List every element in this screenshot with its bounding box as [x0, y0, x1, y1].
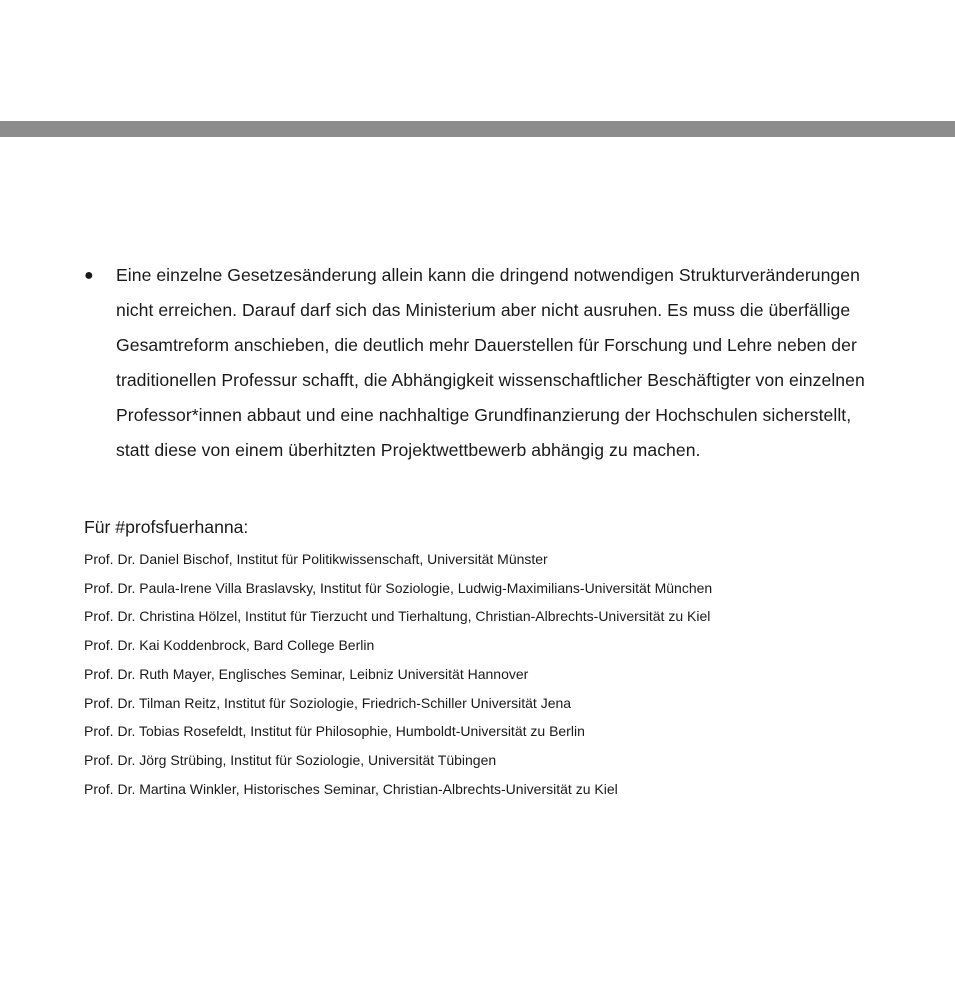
signer-item: Prof. Dr. Jörg Strübing, Institut für Soziologie, Universität Tübingen: [84, 751, 497, 768]
page-break-separator: [0, 121, 955, 137]
signers-heading: Für #profsfuerhanna:: [84, 517, 249, 537]
bullet-icon: ●: [84, 267, 94, 284]
signer-item: Prof. Dr. Paula-Irene Villa Braslavsky, Institut für Soziologie, Ludwig-Maximilians-Universität München: [84, 579, 713, 596]
signer-item: Prof. Dr. Daniel Bischof, Institut für Politikwissenschaft, Universität Münster: [84, 551, 548, 567]
bullet-paragraph: Eine einzelne Gesetzesänderung allein kann die dringend notwendigen Strukturveränderungen nicht erreichen. Darauf darf sich das Ministerium aber nicht ausruhen. Es muss die überfällige Gesamtreform anschieben, die deutlich mehr Dauerstellen für Forschung und Lehre neben der traditionellen Professur schafft, die Abhängigkeit wissenschaftlicher Beschäftigter von einzelnen Professor*innen abbaut und eine nachhaltige Grundfinanzierung der Hochschulen sicherstellt, statt diese von einem überhitzten Projektwettbewerb abhängig zu machen.: [116, 265, 865, 460]
signer-item: Prof. Dr. Martina Winkler, Historisches Seminar, Christian-Albrechts-Universität zu Kiel: [84, 780, 618, 797]
signer-item: Prof. Dr. Christina Hölzel, Institut für Tierzucht und Tierhaltung, Christian-Albrechts-Universität zu Kiel: [84, 608, 711, 625]
signer-item: Prof. Dr. Tilman Reitz, Institut für Soziologie, Friedrich-Schiller Universität Jena: [84, 694, 572, 711]
signer-item: Prof. Dr. Ruth Mayer, Englisches Seminar, Leibniz Universität Hannover: [84, 665, 529, 682]
signer-item: Prof. Dr. Kai Koddenbrock, Bard College Berlin: [84, 637, 375, 654]
previous-page-area: [0, 0, 955, 121]
bullet-item: [84, 258, 874, 468]
signer-item: Prof. Dr. Tobias Rosefeldt, Institut für Philosophie, Humboldt-Universität zu Berlin: [84, 723, 585, 740]
document-body: [84, 258, 874, 803]
signers-list: [84, 545, 874, 803]
